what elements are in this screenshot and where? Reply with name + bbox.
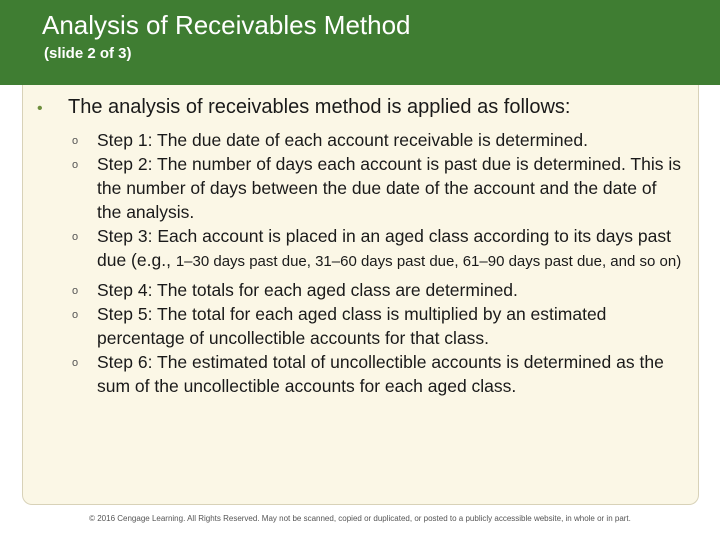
step-text: Step 6: The estimated total of uncollectible accounts is determined as the sum of the uncollectible accounts for each aged class.	[97, 352, 664, 396]
copyright-footer: © 2016 Cengage Learning. All Rights Reserved. May not be scanned, copied or duplicated, or posted to a publicly accessible website, in whole or in part.	[89, 514, 631, 523]
bullet-icon: •	[37, 100, 43, 117]
step-item	[72, 302, 682, 350]
step-text-small: 1–30 days past due, 31–60 days past due, 61–90 days past due, and so on)	[175, 253, 682, 270]
circle-bullet-icon: o	[72, 309, 79, 321]
step-item	[72, 224, 682, 274]
circle-bullet-icon: o	[72, 285, 79, 297]
circle-bullet-icon: o	[72, 231, 79, 243]
steps-list	[72, 128, 682, 398]
circle-bullet-icon: o	[72, 357, 79, 369]
slide-title: Analysis of Receivables Method	[42, 10, 411, 40]
step-text: Step 5: The total for each aged class is multiplied by an estimated percentage of uncollectible accounts for that class.	[97, 304, 607, 348]
slide-header	[0, 0, 720, 85]
step-item	[72, 152, 682, 224]
circle-bullet-icon: o	[72, 135, 79, 147]
slide-subtitle: (slide 2 of 3)	[44, 45, 132, 62]
step-text: Step 2: The number of days each account is past due is determined. This is the number of days between the due date of the account and the date of the analysis.	[97, 154, 681, 222]
circle-bullet-icon: o	[72, 159, 79, 171]
step-text: Step 3: Each account is placed in an aged class according to its days past due (e.g.,	[97, 226, 671, 270]
step-item	[72, 128, 682, 152]
step-item	[72, 278, 682, 302]
step-text: Step 4: The totals for each aged class are determined.	[97, 280, 518, 300]
step-text: Step 1: The due date of each account receivable is determined.	[97, 130, 588, 150]
step-item	[72, 350, 682, 398]
main-point: The analysis of receivables method is applied as follows:	[68, 96, 571, 118]
